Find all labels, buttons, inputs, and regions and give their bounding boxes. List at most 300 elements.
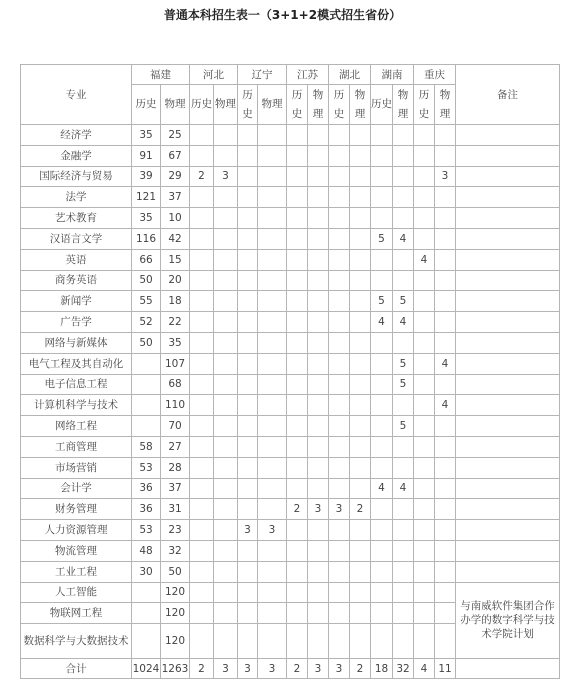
- cell-value: [435, 249, 456, 270]
- cell-value: [329, 125, 350, 146]
- cell-value: [258, 270, 287, 291]
- cell-value: [214, 520, 238, 541]
- remark-cell: [456, 332, 560, 353]
- cell-value: [371, 374, 393, 395]
- cell-value: 2: [190, 166, 214, 187]
- cell-value: [214, 249, 238, 270]
- cell-value: [287, 624, 308, 659]
- cell-value: [258, 125, 287, 146]
- cell-value: 35: [132, 125, 161, 146]
- total-value: 2: [190, 659, 214, 679]
- cell-value: 37: [161, 187, 190, 208]
- cell-value: [393, 208, 414, 229]
- table-row: [21, 499, 560, 520]
- cell-value: [393, 145, 414, 166]
- cell-value: [214, 353, 238, 374]
- cell-value: [308, 520, 329, 541]
- cell-value: [350, 312, 371, 333]
- cell-value: [190, 520, 214, 541]
- cell-value: [329, 582, 350, 603]
- cell-value: [190, 582, 214, 603]
- cell-value: [393, 582, 414, 603]
- header-physics-13: 物理: [435, 85, 456, 125]
- cell-value: [371, 145, 393, 166]
- cell-value: [190, 624, 214, 659]
- cell-value: [258, 374, 287, 395]
- cell-value: [350, 478, 371, 499]
- cell-value: [393, 249, 414, 270]
- cell-value: [287, 416, 308, 437]
- cell-value: [435, 270, 456, 291]
- remark-cell: [456, 499, 560, 520]
- cell-value: [414, 499, 435, 520]
- cell-value: [435, 561, 456, 582]
- cell-value: [287, 332, 308, 353]
- cell-value: [214, 332, 238, 353]
- cell-value: [258, 478, 287, 499]
- enrollment-table: [20, 64, 560, 679]
- cell-value: [350, 270, 371, 291]
- cell-value: [414, 416, 435, 437]
- total-value: 3: [308, 659, 329, 679]
- cell-value: [414, 540, 435, 561]
- cell-value: [435, 499, 456, 520]
- cell-value: [329, 187, 350, 208]
- cell-value: [329, 624, 350, 659]
- cell-value: [238, 395, 258, 416]
- cell-value: 32: [161, 540, 190, 561]
- major-name: 财务管理: [21, 499, 132, 520]
- cell-value: [287, 291, 308, 312]
- cell-value: [371, 582, 393, 603]
- cell-value: [308, 228, 329, 249]
- remark-cell: [456, 145, 560, 166]
- cell-value: [329, 145, 350, 166]
- cell-value: [258, 208, 287, 229]
- remark-cell: [456, 520, 560, 541]
- cell-value: [435, 603, 456, 624]
- cell-value: 15: [161, 249, 190, 270]
- major-name: 物联网工程: [21, 603, 132, 624]
- cell-value: [435, 520, 456, 541]
- total-value: 3: [214, 659, 238, 679]
- table-row: [21, 416, 560, 437]
- cell-value: [308, 145, 329, 166]
- cell-value: 3: [435, 166, 456, 187]
- cell-value: [329, 374, 350, 395]
- cell-value: [371, 540, 393, 561]
- cell-value: [287, 540, 308, 561]
- cell-value: [238, 561, 258, 582]
- cell-value: 3: [238, 520, 258, 541]
- total-value: 32: [393, 659, 414, 679]
- cell-value: [371, 166, 393, 187]
- cell-value: [214, 374, 238, 395]
- cell-value: 120: [161, 624, 190, 659]
- cell-value: [287, 187, 308, 208]
- cell-value: [258, 332, 287, 353]
- cell-value: [190, 332, 214, 353]
- cell-value: 55: [132, 291, 161, 312]
- cell-value: [190, 457, 214, 478]
- cell-value: [258, 457, 287, 478]
- cell-value: [435, 374, 456, 395]
- cell-value: [214, 187, 238, 208]
- cell-value: [238, 416, 258, 437]
- cell-value: [238, 312, 258, 333]
- cell-value: [132, 395, 161, 416]
- cell-value: [287, 166, 308, 187]
- cell-value: [287, 249, 308, 270]
- total-value: 3: [238, 659, 258, 679]
- table-row: [21, 374, 560, 395]
- total-value: 3: [258, 659, 287, 679]
- cell-value: [238, 145, 258, 166]
- cell-value: [238, 187, 258, 208]
- cell-value: [350, 249, 371, 270]
- cell-value: [190, 478, 214, 499]
- remark-cell: [456, 561, 560, 582]
- total-row: [21, 659, 560, 679]
- cell-value: [393, 436, 414, 457]
- major-name: 工商管理: [21, 436, 132, 457]
- cell-value: [371, 603, 393, 624]
- remark-cell: [456, 416, 560, 437]
- cell-value: [258, 291, 287, 312]
- cell-value: [350, 520, 371, 541]
- cell-value: [414, 582, 435, 603]
- cell-value: 52: [132, 312, 161, 333]
- cell-value: [371, 520, 393, 541]
- cell-value: [308, 582, 329, 603]
- remark-cell: [456, 125, 560, 146]
- cell-value: [414, 166, 435, 187]
- cell-value: 120: [161, 582, 190, 603]
- header-row-provinces: [21, 65, 560, 85]
- table-row: [21, 166, 560, 187]
- cell-value: [238, 374, 258, 395]
- cell-value: [238, 353, 258, 374]
- remark-cell: [456, 166, 560, 187]
- cell-value: [371, 187, 393, 208]
- cell-value: [238, 249, 258, 270]
- cell-value: [238, 499, 258, 520]
- cell-value: [214, 395, 238, 416]
- cell-value: [414, 187, 435, 208]
- cell-value: 5: [393, 374, 414, 395]
- cell-value: [329, 249, 350, 270]
- cell-value: 30: [132, 561, 161, 582]
- major-name: 汉语言文学: [21, 228, 132, 249]
- header-major: 专业: [21, 65, 132, 125]
- cell-value: 68: [161, 374, 190, 395]
- cell-value: [350, 374, 371, 395]
- cell-value: [190, 270, 214, 291]
- cell-value: 4: [371, 312, 393, 333]
- major-name: 物流管理: [21, 540, 132, 561]
- cell-value: 5: [371, 291, 393, 312]
- header-physics-9: 物 理: [350, 85, 371, 125]
- cell-value: [393, 332, 414, 353]
- cell-value: [214, 145, 238, 166]
- cell-value: [414, 624, 435, 659]
- cell-value: 50: [161, 561, 190, 582]
- cell-value: [287, 353, 308, 374]
- remark-cell: [456, 659, 560, 679]
- cell-value: [414, 603, 435, 624]
- cell-value: [350, 166, 371, 187]
- cell-value: [414, 520, 435, 541]
- header-province-4: 湖北: [329, 65, 371, 85]
- remark-cell: [456, 374, 560, 395]
- major-name: 广告学: [21, 312, 132, 333]
- major-name: 电气工程及其自动化: [21, 353, 132, 374]
- cell-value: [393, 125, 414, 146]
- table-row: [21, 145, 560, 166]
- cell-value: [350, 582, 371, 603]
- cell-value: [238, 332, 258, 353]
- cell-value: [190, 436, 214, 457]
- major-name: 艺术教育: [21, 208, 132, 229]
- cell-value: [350, 228, 371, 249]
- cell-value: [238, 291, 258, 312]
- remark-cell: [456, 291, 560, 312]
- cell-value: 5: [393, 353, 414, 374]
- header-physics-7: 物 理: [308, 85, 329, 125]
- cell-value: [308, 353, 329, 374]
- cell-value: 35: [132, 208, 161, 229]
- cell-value: [350, 332, 371, 353]
- cell-value: [238, 166, 258, 187]
- cell-value: 4: [435, 395, 456, 416]
- major-name: 数据科学与大数据技术: [21, 624, 132, 659]
- cell-value: [258, 395, 287, 416]
- cell-value: [350, 187, 371, 208]
- cell-value: [308, 270, 329, 291]
- total-value: 2: [350, 659, 371, 679]
- table-row: [21, 353, 560, 374]
- cell-value: [287, 312, 308, 333]
- cell-value: [371, 416, 393, 437]
- cell-value: [435, 416, 456, 437]
- cell-value: 110: [161, 395, 190, 416]
- cell-value: [238, 603, 258, 624]
- cell-value: [287, 582, 308, 603]
- cell-value: [308, 561, 329, 582]
- table-row: [21, 540, 560, 561]
- cell-value: [287, 478, 308, 499]
- cell-value: [435, 228, 456, 249]
- cell-value: [308, 291, 329, 312]
- cell-value: 53: [132, 520, 161, 541]
- cell-value: [329, 520, 350, 541]
- major-name: 网络与新媒体: [21, 332, 132, 353]
- cell-value: [435, 332, 456, 353]
- cell-value: 120: [161, 603, 190, 624]
- cell-value: [435, 145, 456, 166]
- cell-value: [258, 249, 287, 270]
- cell-value: [414, 291, 435, 312]
- cell-value: [214, 312, 238, 333]
- cell-value: [393, 499, 414, 520]
- cell-value: 39: [132, 166, 161, 187]
- cell-value: [435, 208, 456, 229]
- cell-value: [393, 540, 414, 561]
- major-name: 网络工程: [21, 416, 132, 437]
- cell-value: 116: [132, 228, 161, 249]
- cell-value: [190, 291, 214, 312]
- major-name: 金融学: [21, 145, 132, 166]
- cell-value: [238, 624, 258, 659]
- cell-value: [435, 312, 456, 333]
- cell-value: [414, 395, 435, 416]
- header-remark: 备注: [456, 65, 560, 125]
- remark-cell: [456, 187, 560, 208]
- cell-value: [287, 228, 308, 249]
- cell-value: [308, 208, 329, 229]
- cell-value: [214, 125, 238, 146]
- cell-value: [214, 499, 238, 520]
- cell-value: [393, 395, 414, 416]
- remark-cell: [456, 436, 560, 457]
- cell-value: [214, 603, 238, 624]
- cell-value: [435, 540, 456, 561]
- cell-value: [214, 270, 238, 291]
- cell-value: [350, 125, 371, 146]
- cell-value: [238, 228, 258, 249]
- cell-value: [287, 520, 308, 541]
- cell-value: 37: [161, 478, 190, 499]
- cell-value: 4: [371, 478, 393, 499]
- cell-value: [414, 270, 435, 291]
- total-label: 合计: [21, 659, 132, 679]
- cell-value: [329, 208, 350, 229]
- cell-value: [258, 603, 287, 624]
- cell-value: [258, 561, 287, 582]
- cell-value: 5: [393, 291, 414, 312]
- cell-value: [287, 561, 308, 582]
- table-row: [21, 520, 560, 541]
- remark-cell: [456, 478, 560, 499]
- cell-value: [414, 374, 435, 395]
- table-row: [21, 582, 560, 603]
- cell-value: [238, 208, 258, 229]
- cell-value: 58: [132, 436, 161, 457]
- remark-cell: [456, 270, 560, 291]
- header-history-12: 历 史: [414, 85, 435, 125]
- cell-value: [190, 228, 214, 249]
- cell-value: [308, 249, 329, 270]
- header-province-6: 重庆: [414, 65, 456, 85]
- cell-value: [371, 270, 393, 291]
- cell-value: [190, 249, 214, 270]
- major-name: 人工智能: [21, 582, 132, 603]
- major-name: 法学: [21, 187, 132, 208]
- cell-value: [329, 561, 350, 582]
- table-row: [21, 312, 560, 333]
- cell-value: [238, 478, 258, 499]
- cell-value: [258, 624, 287, 659]
- cell-value: [350, 208, 371, 229]
- cell-value: [132, 374, 161, 395]
- header-physics-1: 物理: [161, 85, 190, 125]
- header-history-0: 历史: [132, 85, 161, 125]
- cell-value: [371, 332, 393, 353]
- cell-value: [350, 624, 371, 659]
- cell-value: 3: [308, 499, 329, 520]
- cell-value: [190, 603, 214, 624]
- cell-value: [329, 353, 350, 374]
- cell-value: [287, 457, 308, 478]
- header-physics-5: 物理: [258, 85, 287, 125]
- table-row: [21, 291, 560, 312]
- header-history-4: 历 史: [238, 85, 258, 125]
- cell-value: [214, 624, 238, 659]
- cell-value: [329, 540, 350, 561]
- cell-value: [414, 561, 435, 582]
- cell-value: 5: [393, 416, 414, 437]
- cell-value: [414, 353, 435, 374]
- major-name: 国际经济与贸易: [21, 166, 132, 187]
- table-row: [21, 228, 560, 249]
- cell-value: [308, 624, 329, 659]
- cell-value: [308, 436, 329, 457]
- cell-value: [329, 603, 350, 624]
- cell-value: 50: [132, 332, 161, 353]
- cell-value: 25: [161, 125, 190, 146]
- cell-value: [435, 624, 456, 659]
- cell-value: 3: [214, 166, 238, 187]
- remark-note: 与南威软件集团合作办学的数字科学与技术学院计划: [456, 582, 560, 659]
- cell-value: [435, 291, 456, 312]
- cell-value: 67: [161, 145, 190, 166]
- cell-value: 18: [161, 291, 190, 312]
- cell-value: [435, 478, 456, 499]
- cell-value: [329, 332, 350, 353]
- cell-value: 23: [161, 520, 190, 541]
- cell-value: [435, 436, 456, 457]
- cell-value: [393, 166, 414, 187]
- cell-value: [190, 395, 214, 416]
- cell-value: [371, 624, 393, 659]
- cell-value: [393, 561, 414, 582]
- cell-value: [308, 540, 329, 561]
- cell-value: [287, 603, 308, 624]
- cell-value: [329, 395, 350, 416]
- cell-value: [238, 125, 258, 146]
- cell-value: [258, 436, 287, 457]
- cell-value: [308, 457, 329, 478]
- cell-value: [214, 561, 238, 582]
- cell-value: [329, 166, 350, 187]
- cell-value: [350, 353, 371, 374]
- cell-value: [414, 228, 435, 249]
- cell-value: [287, 145, 308, 166]
- cell-value: [238, 457, 258, 478]
- header-province-3: 江苏: [287, 65, 329, 85]
- cell-value: [287, 374, 308, 395]
- cell-value: [132, 603, 161, 624]
- cell-value: [308, 187, 329, 208]
- cell-value: [308, 395, 329, 416]
- header-history-2: 历史: [190, 85, 214, 125]
- cell-value: [190, 125, 214, 146]
- header-province-5: 湖南: [371, 65, 414, 85]
- cell-value: [190, 187, 214, 208]
- cell-value: [329, 416, 350, 437]
- cell-value: [214, 478, 238, 499]
- cell-value: [414, 436, 435, 457]
